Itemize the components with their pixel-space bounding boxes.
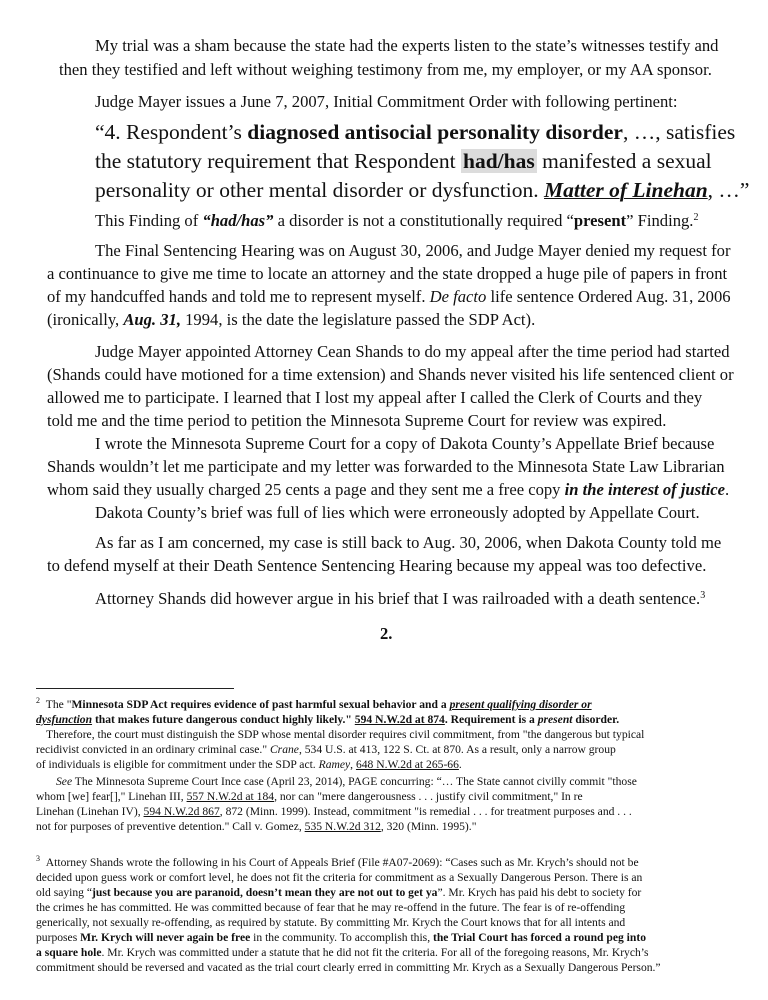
footnote-line: Linehan (Linehan IV), 594 N.W.2d 867, 872 (Minn. 1999). Instead, commitment "is remedial . . . for treatment purposes and . . . <box>36 805 632 818</box>
footnote-line: dysfunction that makes future dangerous conduct highly likely." 594 N.W.2d at 874. Requirement is a present disorder. <box>36 713 620 726</box>
footnote-line: See The Minnesota Supreme Court Ince case (April 23, 2014), PAGE concurring: “… The State cannot civilly commit "those <box>56 775 637 788</box>
body-line: to defend myself at their Death Sentence Sentencing Hearing because my appeal was too defective. <box>47 556 707 575</box>
body-line: whom said they usually charged 25 cents a page and they sent me a free copy in the interest of justice. <box>47 480 730 499</box>
footnote-line: Therefore, the court must distinguish the SDP whose mental disorder requires civil commitment, from "the dangerous but typical <box>46 728 645 741</box>
body-line: This Finding of “had/has” a disorder is not a constitutionally required “present” Finding.$^2$ <box>95 211 699 230</box>
footnote-line: whom [we] fear[]," Linehan III, 557 N.W.2d at 184, nor can "mere dangerousness . . . justify civil commitment," In re <box>36 790 583 803</box>
body-line: then they testified and left without weighing testimony from me, my employer, or my AA sponsor. <box>59 60 712 79</box>
body-line: Judge Mayer issues a June 7, 2007, Initial Commitment Order with following pertinent: <box>95 92 678 111</box>
footnote-line: commitment should be reversed and vacated as the trial court clearly erred in committing Mr. Krych as a Sexually Dangerous Person.” <box>36 961 661 974</box>
body-line: Dakota County’s brief was full of lies which were erroneously adopted by Appellate Court. <box>95 503 700 522</box>
body-line: The Final Sentencing Hearing was on August 30, 2006, and Judge Mayer denied my request for <box>95 241 731 260</box>
footnote-line: not for purposes of preventive detention." Call v. Gomez, 535 N.W.2d 312, 320 (Minn. 1995)." <box>36 820 477 833</box>
footnote-line: recidivist convicted in an ordinary criminal case." Crane, 534 U.S. at 413, 122 S. Ct. at 870. As a result, only a narrow group <box>36 743 616 756</box>
footnote-line: purposes Mr. Krych will never again be free in the community. To accomplish this, the Trial Court has forced a round peg into <box>36 931 646 944</box>
body-line: of my handcuffed hands and told me to represent myself. De facto life sentence Ordered Aug. 31, 2006 <box>47 287 731 306</box>
footnote-line: generically, not sexually re-offending, as required by statute. By committing Mr. Krych the Court knows that for all intents and <box>36 916 626 929</box>
body-line: Judge Mayer appointed Attorney Cean Shands to do my appeal after the time period had started <box>95 342 730 361</box>
footnote-line: $^2$ The "Minnesota SDP Act requires evidence of past harmful sexual behavior and a present qualifying disorder or <box>36 696 592 711</box>
body-line: a continuance to give me time to locate an attorney and the state dropped a huge pile of papers in front <box>47 264 728 283</box>
body-line: I wrote the Minnesota Supreme Court for a copy of Dakota County’s Appellate Brief because <box>95 434 715 453</box>
body-line: (Shands could have motioned for a time extension) and Shands never visited his life sentenced client or <box>47 365 734 384</box>
footnote-line: of individuals is eligible for commitment under the SDP act. Ramey, 648 N.W.2d at 265-66. <box>36 758 462 771</box>
body-line: My trial was a sham because the state had the experts listen to the state’s witnesses testify and <box>95 36 719 55</box>
body-line: Attorney Shands did however argue in his brief that I was railroaded with a death sentence.$^3$ <box>95 589 706 608</box>
footnote-line: decided upon guess work or comfort level, he does not fit the criteria for commitment as a Sexually Dangerous Person. There is an <box>36 871 643 884</box>
footnote-line: a square hole. Mr. Krych was committed under a statute that he did not fit the criteria. For all of the foregoing reasons, Mr. Krych’s <box>36 946 649 959</box>
footnote-line: old saying “just because you are paranoid, doesn’t mean they are not out to get ya”. Mr. Krych has paid his debt to society for <box>36 886 642 899</box>
footnote-divider <box>36 688 234 689</box>
footnote-line: the crimes he has committed. He was committed because of fear that he may re-offend in the future. The fear is of re-offending <box>36 901 626 914</box>
body-line: As far as I am concerned, my case is still back to Aug. 30, 2006, when Dakota County told me <box>95 533 722 552</box>
block-quote-line: the statutory requirement that Respondent had/has manifested a sexual <box>95 149 712 173</box>
body-line: Shands wouldn’t let me participate and my letter was forwarded to the Minnesota State Law Librarian <box>47 457 725 476</box>
footnote-line: $^3$ Attorney Shands wrote the following in his Court of Appeals Brief (File #A07-2069): “Cases such as Mr. Krych’s should not be <box>36 854 639 869</box>
body-line: (ironically, Aug. 31, 1994, is the date the legislature passed the SDP Act). <box>47 310 536 329</box>
body-line: told me and the time period to petition the Minnesota Supreme Court for review was expired. <box>47 411 667 430</box>
body-line: allowed me to participate. I learned that I lost my appeal after I called the Clerk of Courts and they <box>47 388 703 407</box>
block-quote-line: personality or other mental disorder or dysfunction. Matter of Linehan, …” <box>95 178 750 202</box>
block-quote-line: “4. Respondent’s diagnosed antisocial personality disorder, …, satisfies <box>95 120 736 144</box>
page-number: 2. <box>380 624 393 643</box>
